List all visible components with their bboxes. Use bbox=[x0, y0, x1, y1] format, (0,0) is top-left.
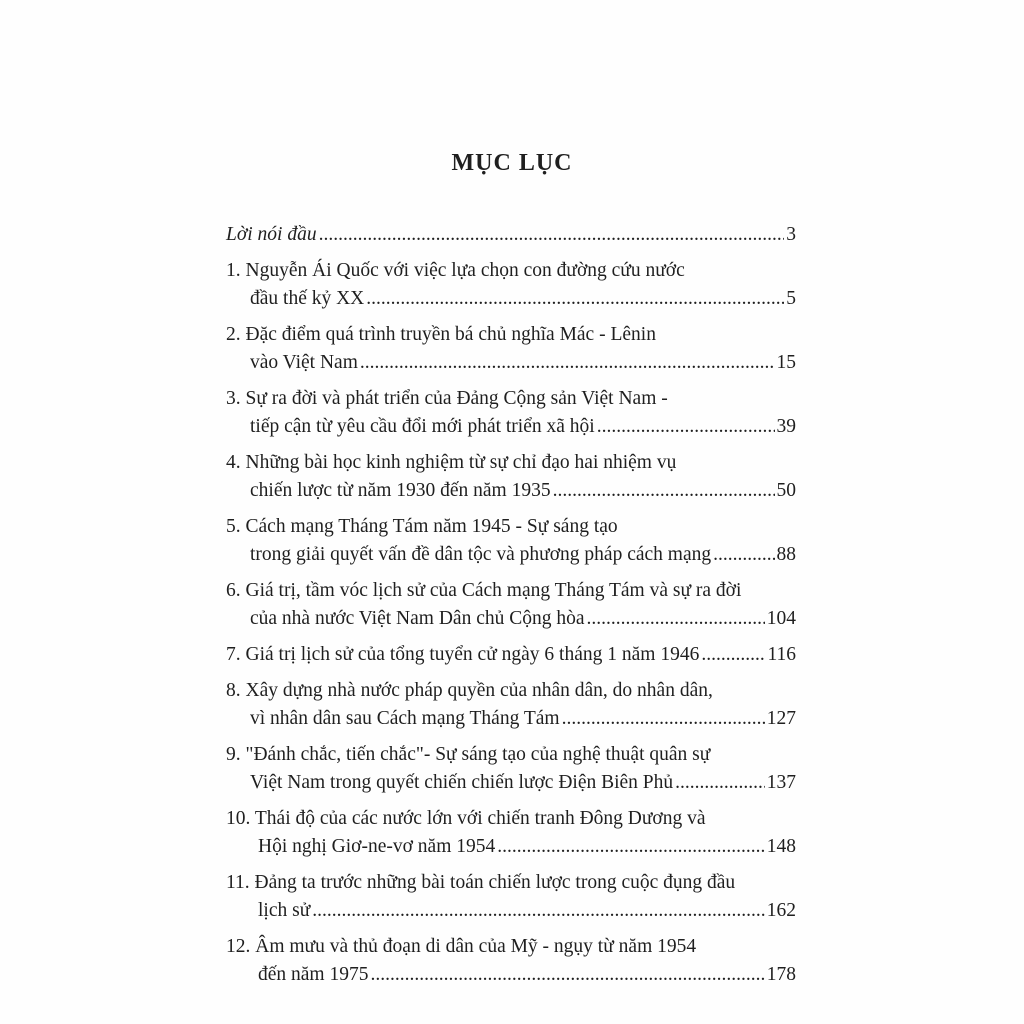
toc-entry-12 bbox=[226, 933, 796, 989]
toc-entry-title: 5. Cách mạng Tháng Tám năm 1945 - Sự sáng tạo bbox=[226, 516, 618, 537]
dot-leader bbox=[597, 413, 775, 441]
toc-line bbox=[226, 349, 796, 377]
toc-entry-title: 3. Sự ra đời và phát triển của Đảng Cộng sản Việt Nam - bbox=[226, 388, 668, 409]
toc-entry-title: 12. Âm mưu và thủ đoạn di dân của Mỹ - ngụy từ năm 1954 bbox=[226, 936, 697, 957]
toc-line bbox=[226, 257, 796, 285]
toc-line bbox=[226, 477, 796, 505]
toc-line bbox=[226, 833, 796, 861]
toc-entry-10 bbox=[226, 805, 796, 861]
toc-entry-title: 10. Thái độ của các nước lớn với chiến tranh Đông Dương và bbox=[226, 808, 706, 829]
toc-entry-title: 9. "Đánh chắc, tiến chắc"- Sự sáng tạo của nghệ thuật quân sự bbox=[226, 744, 711, 765]
toc-line bbox=[226, 769, 796, 797]
toc-line bbox=[226, 933, 796, 961]
toc-entry-title: 8. Xây dựng nhà nước pháp quyền của nhân dân, do nhân dân, bbox=[226, 680, 713, 701]
toc-entry-3 bbox=[226, 385, 796, 441]
toc-line bbox=[226, 577, 796, 605]
toc-entry-title-cont: vào Việt Nam bbox=[250, 352, 358, 373]
dot-leader bbox=[319, 221, 785, 249]
toc-line bbox=[226, 869, 796, 897]
dot-leader bbox=[497, 833, 764, 861]
toc-entry-title-cont: của nhà nước Việt Nam Dân chủ Cộng hòa bbox=[250, 608, 585, 629]
toc-entry-1 bbox=[226, 257, 796, 313]
table-of-contents bbox=[226, 221, 796, 989]
toc-entry-title-cont: tiếp cận từ yêu cầu đổi mới phát triển xã hội bbox=[250, 416, 595, 437]
page-title: MỤC LỤC bbox=[451, 150, 573, 176]
toc-page-number: 88 bbox=[776, 544, 796, 565]
toc-entry-title: 6. Giá trị, tầm vóc lịch sử của Cách mạng Tháng Tám và sự ra đời bbox=[226, 580, 742, 601]
toc-page-number: 178 bbox=[766, 964, 796, 985]
toc-line bbox=[226, 541, 796, 569]
toc-line bbox=[226, 221, 796, 249]
toc-line bbox=[226, 321, 796, 349]
toc-entry-title-cont: vì nhân dân sau Cách mạng Tháng Tám bbox=[250, 708, 560, 729]
toc-page-number: 15 bbox=[776, 352, 796, 373]
toc-entry-title: Lời nói đầu bbox=[226, 224, 317, 245]
toc-entry-title-cont: trong giải quyết vấn đề dân tộc và phương pháp cách mạng bbox=[250, 544, 712, 565]
toc-line bbox=[226, 413, 796, 441]
dot-leader bbox=[370, 961, 764, 989]
toc-entry-5 bbox=[226, 513, 796, 569]
toc-page-number: 5 bbox=[786, 288, 796, 309]
dot-leader bbox=[360, 349, 775, 377]
toc-page-number: 116 bbox=[767, 644, 796, 665]
toc-line bbox=[226, 285, 796, 313]
toc-line bbox=[226, 805, 796, 833]
toc-page-number: 3 bbox=[786, 224, 796, 245]
toc-line bbox=[226, 961, 796, 989]
dot-leader bbox=[701, 641, 765, 669]
toc-line bbox=[226, 605, 796, 633]
toc-line bbox=[226, 385, 796, 413]
toc-line bbox=[226, 741, 796, 769]
toc-entry-title: 4. Những bài học kinh nghiệm từ sự chỉ đạo hai nhiệm vụ bbox=[226, 452, 677, 473]
toc-line bbox=[226, 677, 796, 705]
toc-page-number: 104 bbox=[766, 608, 796, 629]
dot-leader bbox=[713, 541, 774, 569]
toc-entry-title: 7. Giá trị lịch sử của tổng tuyển cử ngày 6 tháng 1 năm 1946 bbox=[226, 644, 700, 665]
toc-entry-title: 11. Đảng ta trước những bài toán chiến lược trong cuộc đụng đầu bbox=[226, 872, 736, 893]
toc-entry-title-cont: đầu thế kỷ XX bbox=[250, 288, 365, 309]
toc-entry-title-cont: lịch sử bbox=[258, 900, 311, 921]
toc-line bbox=[226, 449, 796, 477]
toc-entry-8 bbox=[226, 677, 796, 733]
toc-page-number: 127 bbox=[766, 708, 796, 729]
toc-entry-4 bbox=[226, 449, 796, 505]
toc-entry-9 bbox=[226, 741, 796, 797]
toc-line bbox=[226, 513, 796, 541]
toc-entry-title-cont: đến năm 1975 bbox=[258, 964, 369, 985]
toc-line bbox=[226, 897, 796, 925]
toc-page-number: 50 bbox=[776, 480, 796, 501]
toc-entry-title: 2. Đặc điểm quá trình truyền bá chủ nghĩa Mác - Lênin bbox=[226, 324, 656, 345]
toc-entry-title: 1. Nguyễn Ái Quốc với việc lựa chọn con đường cứu nước bbox=[226, 260, 685, 281]
toc-line bbox=[226, 641, 796, 669]
toc-entry-11 bbox=[226, 869, 796, 925]
dot-leader bbox=[587, 605, 765, 633]
toc-entry-title-cont: Việt Nam trong quyết chiến chiến lược Điện Biên Phủ bbox=[250, 772, 674, 793]
toc-entry-preface bbox=[226, 221, 796, 249]
toc-page-number: 137 bbox=[766, 772, 796, 793]
toc-entry-6 bbox=[226, 577, 796, 633]
toc-entry-2 bbox=[226, 321, 796, 377]
dot-leader bbox=[553, 477, 775, 505]
dot-leader bbox=[562, 705, 765, 733]
toc-entry-7 bbox=[226, 641, 796, 669]
toc-line bbox=[226, 705, 796, 733]
toc-page-number: 39 bbox=[776, 416, 796, 437]
toc-entry-title-cont: chiến lược từ năm 1930 đến năm 1935 bbox=[250, 480, 551, 501]
dot-leader bbox=[366, 285, 784, 313]
toc-page-number: 148 bbox=[766, 836, 796, 857]
toc-entry-title-cont: Hội nghị Giơ-ne-vơ năm 1954 bbox=[258, 836, 496, 857]
dot-leader bbox=[675, 769, 765, 797]
dot-leader bbox=[312, 897, 764, 925]
toc-page-number: 162 bbox=[766, 900, 796, 921]
